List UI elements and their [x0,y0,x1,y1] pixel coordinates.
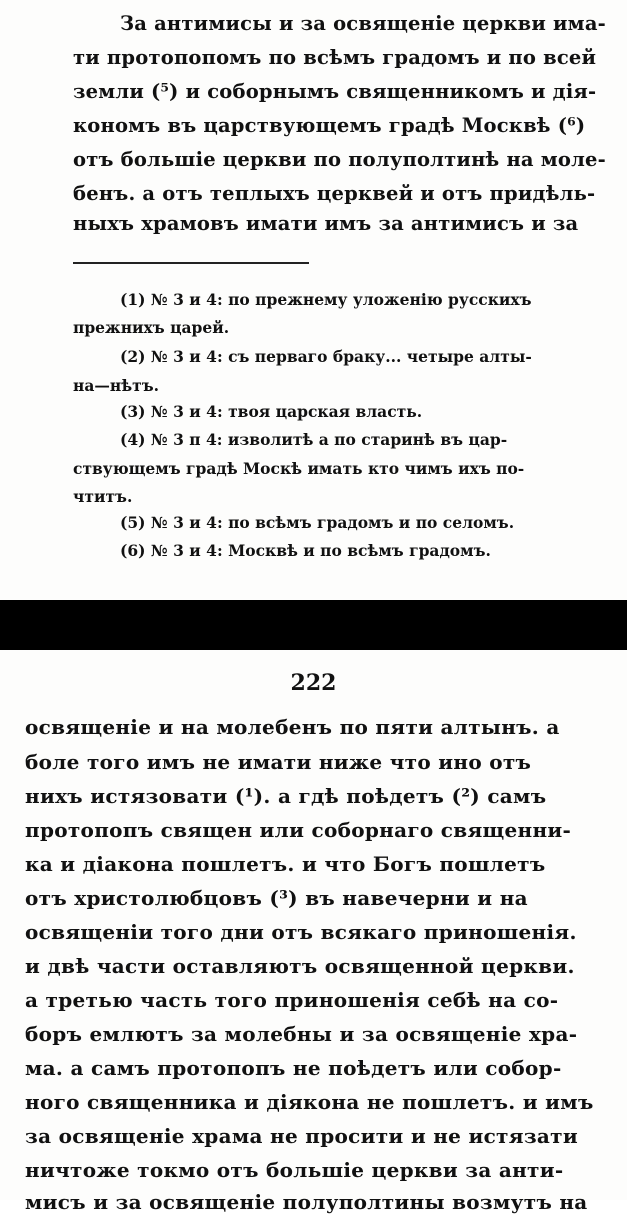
body-line: бенъ. а отъ теплыхъ церквей и отъ придѣль- [73,182,596,205]
body-line: За антимисы и за освященіе церкви има- [120,12,606,35]
footnote-separator [73,262,309,264]
body-line: кономъ въ царствующемъ градѣ Москвѣ (⁶) [73,114,586,137]
footnote-line: чтитъ. [73,487,133,506]
footnote-line: (5) № 3 и 4: по всѣмъ градомъ и по селомъ. [120,513,515,532]
body-line: ного священника и діякона не пошлетъ. и имъ [25,1090,594,1114]
body-line: отъ большіе церкви по полуполтинѣ на моле- [73,148,606,171]
body-line: боръ емлютъ за молебны и за освященіе хра- [25,1022,578,1046]
footnote-line: (3) № 3 и 4: твоя царская власть. [120,402,423,421]
footnote-line: (2) № 3 и 4: съ перваго браку... четыре алты- [120,347,532,366]
footnote-line: ствующемъ градѣ Москѣ имать кто чимъ ихъ по- [73,459,525,478]
body-line: боле того имъ не имати ниже что ино отъ [25,750,532,774]
lower-page-scan [0,650,627,1214]
body-line: протопопъ священ или соборнаго священни- [25,818,572,842]
footnote-line: на—нѣтъ. [73,376,160,395]
body-line: за освященіе храма не просити и не истязати [25,1124,578,1148]
footnote-line: прежнихъ царей. [73,318,230,337]
body-line: отъ христолюбцовъ (³) въ навечерни и на [25,886,528,910]
body-line: нихъ истязовати (¹). а гдѣ поѣдетъ (²) самъ [25,784,547,808]
body-line: ныхъ храмовъ имати имъ за антимисъ и за [73,212,579,235]
body-line: мисъ и за освященіе полуполтины возмутъ на [25,1190,588,1214]
body-line: земли (⁵) и соборнымъ священникомъ и дія- [73,80,597,103]
body-line: ти протопопомъ по всѣмъ градомъ и по всей [73,46,597,69]
body-line: ничтоже токмо отъ большіе церкви за анти- [25,1158,564,1182]
body-line: освященіи того дни отъ всякаго приношенія. [25,920,577,944]
footnote-line: (1) № 3 и 4: по прежнему уложенію русскихъ [120,290,532,309]
upper-page-scan [0,0,627,600]
footnote-line: (6) № 3 и 4: Москвѣ и по всѣмъ градомъ. [120,541,491,560]
footnote-line: (4) № 3 п 4: изволитѣ а по старинѣ въ цар- [120,430,508,449]
body-line: освященіе и на молебенъ по пяти алтынъ. а [25,715,560,739]
body-line: и двѣ части оставляютъ освященной церкви. [25,954,575,978]
page-number: 222 [290,670,337,696]
body-line: ма. а самъ протопопъ не поѣдетъ или собор- [25,1056,562,1080]
body-line: ка и діакона пошлетъ. и что Богъ пошлетъ [25,852,546,876]
body-line: а третью часть того приношенія себѣ на со- [25,988,559,1012]
page-divider-band [0,600,627,650]
